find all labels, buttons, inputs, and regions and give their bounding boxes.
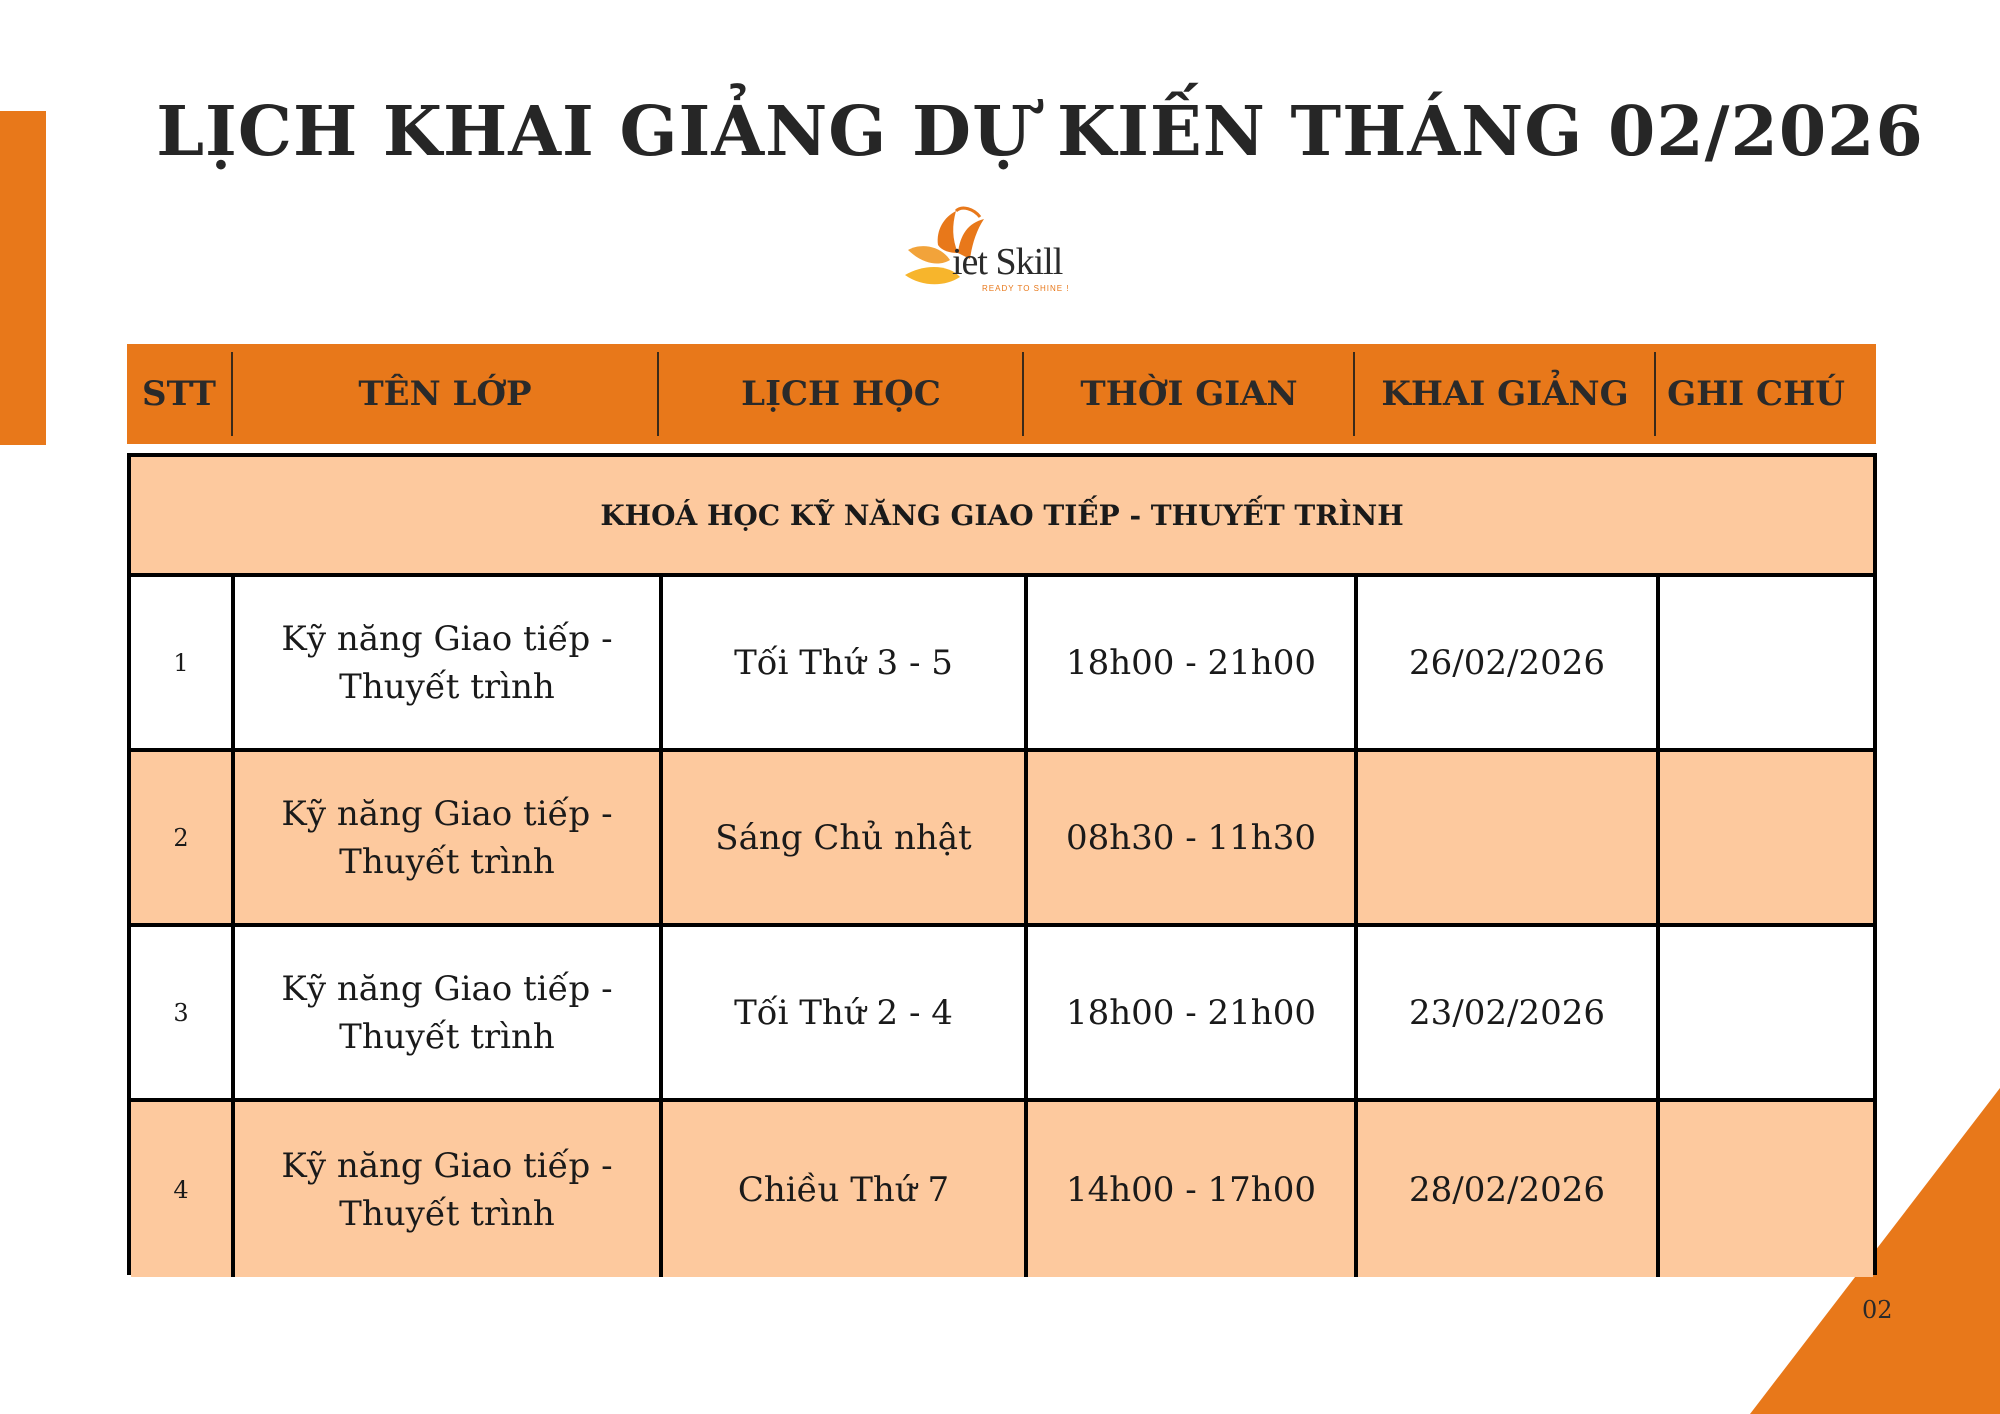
header-ghi-chu: GHI CHÚ	[1667, 374, 1845, 414]
cell-ghi-chu	[1660, 927, 1873, 1098]
cell-ten-lop	[235, 752, 659, 923]
column-divider	[659, 577, 663, 748]
logo-tagline: READY TO SHINE !	[982, 284, 1070, 293]
cell-lich-hoc: Sáng Chủ nhật	[715, 817, 972, 858]
table-row	[131, 927, 1873, 1102]
cell-ten-lop-line2: Thuyết trình	[339, 666, 555, 707]
cell-ten-lop	[235, 577, 659, 748]
header-stt: STT	[142, 374, 216, 414]
cell-ghi-chu	[1660, 577, 1873, 748]
cell-ten-lop-line1: Kỹ năng Giao tiếp -	[281, 1145, 613, 1186]
cell-lich-hoc: Tối Thứ 3 - 5	[734, 642, 953, 683]
header-ten-lop: TÊN LỚP	[358, 374, 532, 414]
column-divider	[659, 927, 663, 1098]
header-lich-hoc: LỊCH HỌC	[741, 374, 941, 414]
column-divider	[1024, 577, 1028, 748]
column-divider	[1024, 1102, 1028, 1277]
table-row	[131, 1102, 1873, 1277]
column-divider	[1656, 577, 1660, 748]
column-divider	[659, 1102, 663, 1277]
page-title: LỊCH KHAI GIẢNG DỰ KIẾN THÁNG 02/2026	[156, 92, 1924, 172]
column-divider	[1024, 927, 1028, 1098]
cell-stt: 3	[173, 998, 189, 1027]
column-divider	[1024, 752, 1028, 923]
cell-khai-giang: 26/02/2026	[1409, 642, 1605, 683]
cell-ten-lop-line1: Kỹ năng Giao tiếp -	[281, 793, 613, 834]
header-thoi-gian: THỜI GIAN	[1080, 374, 1298, 414]
cell-ten-lop	[235, 1102, 659, 1277]
cell-stt: 2	[173, 823, 189, 852]
table-row	[131, 752, 1873, 927]
cell-ghi-chu	[1660, 752, 1873, 923]
cell-lich-hoc: Chiều Thứ 7	[737, 1169, 950, 1210]
cell-ten-lop-line1: Kỹ năng Giao tiếp -	[281, 968, 613, 1009]
column-divider	[1354, 577, 1358, 748]
column-divider	[1354, 927, 1358, 1098]
cell-stt: 1	[173, 648, 189, 677]
cell-khai-giang	[1358, 752, 1656, 923]
cell-ten-lop-line2: Thuyết trình	[339, 841, 555, 882]
cell-ten-lop-line2: Thuyết trình	[339, 1193, 555, 1234]
cell-khai-giang: 28/02/2026	[1409, 1169, 1605, 1210]
column-divider	[231, 927, 235, 1098]
cell-stt: 4	[173, 1175, 189, 1204]
page-number: 02	[1862, 1296, 1893, 1324]
cell-thoi-gian: 14h00 - 17h00	[1066, 1169, 1316, 1210]
schedule-table	[127, 453, 1877, 1275]
cell-thoi-gian: 08h30 - 11h30	[1066, 817, 1316, 858]
column-divider	[1656, 752, 1660, 923]
cell-khai-giang: 23/02/2026	[1409, 992, 1605, 1033]
table-header	[127, 344, 1876, 444]
column-divider	[1354, 752, 1358, 923]
cell-thoi-gian: 18h00 - 21h00	[1066, 642, 1316, 683]
cell-ten-lop-line1: Kỹ năng Giao tiếp -	[281, 618, 613, 659]
course-group-title: KHOÁ HỌC KỸ NĂNG GIAO TIẾP - THUYẾT TRÌNH	[131, 457, 1873, 577]
cell-ghi-chu	[1660, 1102, 1873, 1277]
column-divider	[231, 577, 235, 748]
column-divider	[659, 752, 663, 923]
column-divider	[1656, 1102, 1660, 1277]
column-divider	[1354, 1102, 1358, 1277]
column-divider	[1656, 927, 1660, 1098]
column-divider	[231, 1102, 235, 1277]
cell-lich-hoc: Tối Thứ 2 - 4	[734, 992, 953, 1033]
header-khai-giang: KHAI GIẢNG	[1381, 374, 1629, 414]
table-row	[131, 577, 1873, 752]
logo-text: iet Skill	[952, 241, 1063, 283]
cell-ten-lop-line2: Thuyết trình	[339, 1016, 555, 1057]
column-divider	[231, 752, 235, 923]
cell-ten-lop	[235, 927, 659, 1098]
cell-thoi-gian: 18h00 - 21h00	[1066, 992, 1316, 1033]
